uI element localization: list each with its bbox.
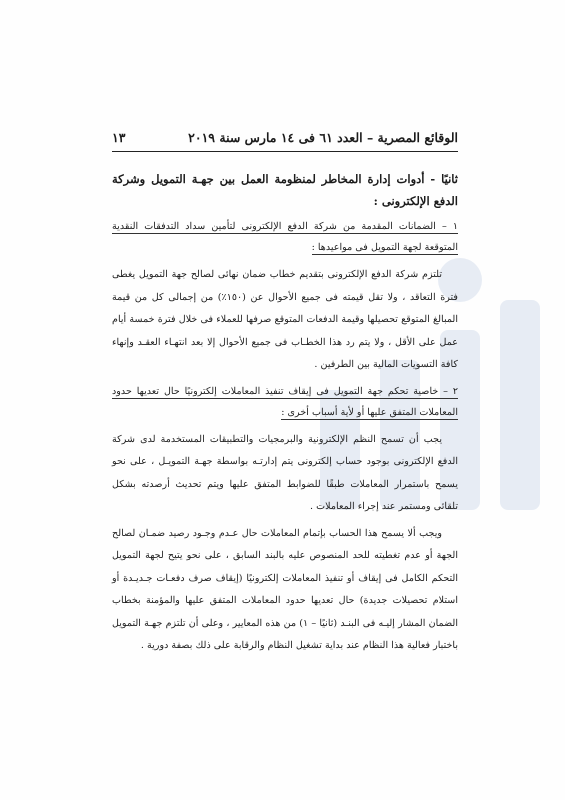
- header-title: الوقائع المصرية – العدد ٦١ فى ١٤ مارس سنة ٢٠١٩: [188, 130, 458, 145]
- item2-body-1: يجب أن تسمح النظم الإلكترونية والبرمجيات والتطبيقات المستخدمة لدى شركة الدفع الإلكترونى بوجود حساب إلكترونى يتم إدارتـه بواسطة جهـة التمويـل ، على نحو يسمح باستمرار المعاملات طبقًا للضوابط المتفق عليها ويتم تحديث أرصدته بشكل تلقائى ومستمر عند إجراء المعاملات .: [112, 433, 458, 512]
- section-title: ثانيًا - أدوات إدارة المخاطر لمنظومة العمل بين جهـة التمويل وشركة الدفع الإلكترونى :: [112, 172, 458, 208]
- item1-heading: ١ – الضمانات المقدمة من شركة الدفع الإلكترونى لتأمين سداد التدفقات النقدية المتوقعة لجهة التمويل فى مواعيدها :: [112, 221, 458, 253]
- item1-body: تلتزم شركة الدفع الإلكترونى بتقديم خطاب ضمان نهائى لصالح جهة التمويل يغطى فترة التعاقد ، ولا تقل قيمته فى جميع الأحوال عن (١٥٠٪) من إجمالى كل من قيمة المبالغ المتوقع تحصيلها وقيمة الدفعات المتوقع صرفها للعملاء فى خلال فترة خمسة أيام عمل على الأقل ، ولا يتم رد هذا الخطـاب فى جميع الأحوال إلا بعد انتهـاء العقـد وإنهاء كافة التسويات المالية بين الطرفين .: [112, 269, 458, 370]
- item2-body-2: ويجب ألا يسمح هذا الحساب بإتمام المعاملات حال عـدم وجـود رصيد ضمـان لصالح الجهة أو عدم تغطيته للحد المنصوص عليه بالبند السابق ، على نحو يتيح لجهة التمويل التحكم الكامل فى إيقاف أو تنفيذ المعاملات إلكترونيًا (إيقاف صرف دفعـات جـديـدة أو استلام تحصيلات جديدة) حال تعديها حدود المعاملات المتفق عليها والمؤمنة بخطاب الضمان المشار إليـه فى البنـد (ثانيًا – ١) من هذه المعايير ، وعلى أن تلتزم جهـة التمويل باختبار فعالية هذا النظام عند بداية تشغيل النظام والرقابة على ذلك بصفة دورية .: [112, 527, 458, 651]
- item2-heading: ٢ – خاصية تحكم جهة التمويل فى إيقاف تنفيذ المعاملات إلكترونيًا حال تعديها حدود المعاملات المتفق عليها أو لأية أسباب أخرى :: [112, 385, 458, 418]
- page-number: ١٣: [112, 130, 126, 145]
- page-header: [112, 130, 458, 152]
- document-page: [112, 130, 458, 662]
